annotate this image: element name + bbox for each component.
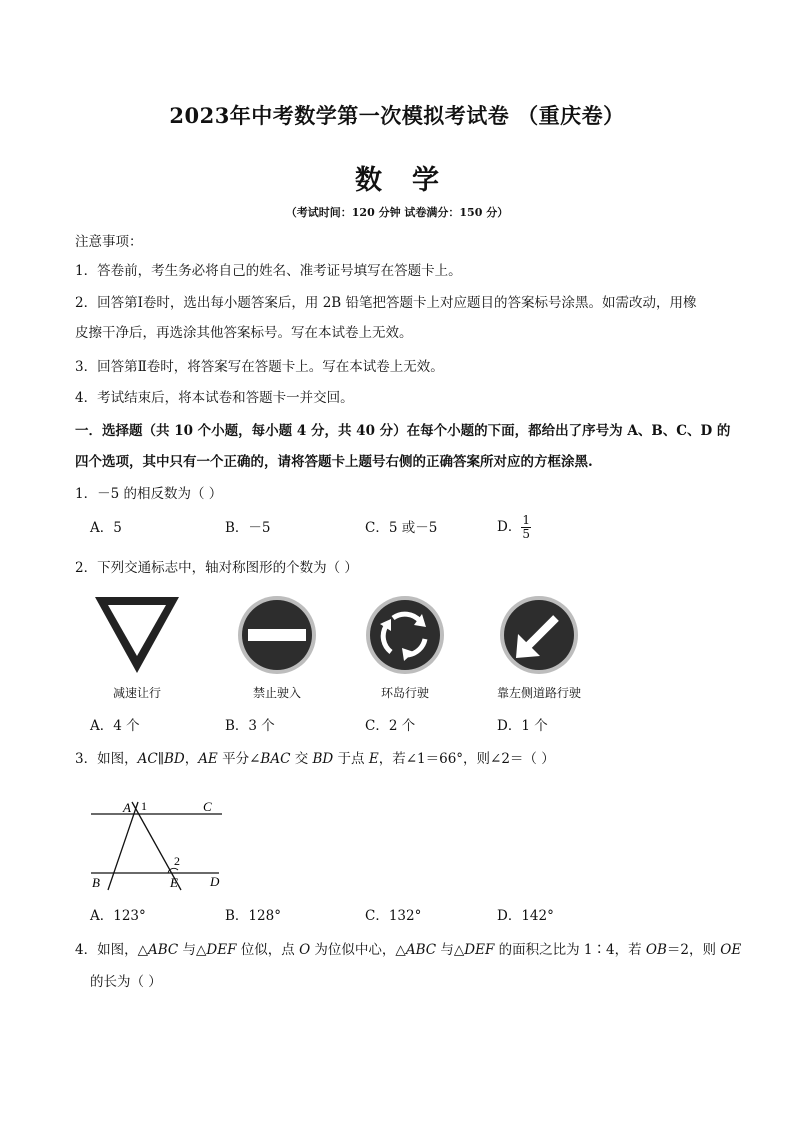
label-angle-2: 2 <box>174 854 180 868</box>
label-c: C <box>203 799 212 814</box>
sign-caption: 减速让行 <box>112 686 161 700</box>
q1-option-a: A．5 <box>90 520 122 536</box>
stem-text: ∥ <box>157 751 164 767</box>
sign-caption: 禁止驶入 <box>252 686 301 700</box>
fraction-numerator: 1 <box>522 513 530 527</box>
note-item: 3．回答第Ⅱ卷时，将答案写在答题卡上。写在本试卷上无效。 <box>75 359 444 375</box>
note-item: 1．答卷前，考生务必将自己的姓名、准考证号填写在答题卡上。 <box>75 263 462 279</box>
stem-text: 3．如图， <box>75 751 138 767</box>
stem-text: ＝2，则 <box>666 942 721 958</box>
stem-text: 4．如图，△ <box>75 942 148 958</box>
question-3-stem <box>75 748 725 770</box>
stem-text: 交 <box>290 751 313 767</box>
label-d: D <box>210 874 220 889</box>
label-angle-1: 1 <box>141 799 147 813</box>
label-a: A <box>123 800 131 815</box>
question-4-stem-cont: 的长为（ ） <box>90 974 162 990</box>
stem-var: O <box>299 942 311 958</box>
stem-var: AC <box>137 751 158 767</box>
fraction-denominator: 5 <box>522 527 530 541</box>
stem-var: BD <box>163 751 185 767</box>
q3-option-d: D．142° <box>497 908 554 924</box>
stem-var: BAC <box>260 751 291 767</box>
sign-caption: 环岛行驶 <box>380 686 429 700</box>
stem-text: 的面积之比为 1∶4，若 <box>494 942 646 958</box>
question-4-stem <box>75 939 742 961</box>
q2-option-d: D．1 个 <box>497 718 548 734</box>
fraction <box>521 514 531 541</box>
question-1-stem: 1．－5 的相反数为（ ） <box>75 486 223 502</box>
no-entry-sign-icon <box>232 594 322 676</box>
sign-caption: 靠左侧道路行驶 <box>496 686 581 700</box>
roundabout-sign-icon <box>360 594 450 676</box>
stem-var: E <box>368 751 379 767</box>
q1-option-c: C．5 或－5 <box>365 520 438 536</box>
page-title: 2023年中考数学第一次模拟考试卷 （重庆卷） <box>169 103 625 128</box>
note-item: 皮擦干净后，再选涂其他答案标号。写在本试卷上无效。 <box>75 325 413 341</box>
stem-var: DEF <box>464 942 495 958</box>
q3-option-b: B．128° <box>225 908 281 924</box>
stem-var: BD <box>312 751 334 767</box>
note-item: 2．回答第Ⅰ卷时，选出每小题答案后，用 2B 铅笔把答题卡上对应题目的答案标号涂黑。如需改动，用橡 <box>75 295 697 311</box>
stem-var: AE <box>198 751 218 767</box>
stem-text: 位似，点 <box>236 942 300 958</box>
q3-option-a: A．123° <box>90 908 146 924</box>
yield-sign-icon <box>92 594 182 676</box>
q3-option-c: C．132° <box>365 908 422 924</box>
stem-var: OE <box>720 942 742 958</box>
stem-text: ， <box>184 751 199 767</box>
stem-text: 平分∠ <box>217 751 261 767</box>
stem-text: 为位似中心，△ <box>310 942 406 958</box>
q2-option-c: C．2 个 <box>365 718 416 734</box>
keep-left-sign-icon <box>494 594 584 676</box>
notes-heading: 注意事项： <box>75 234 143 250</box>
geometry-figure <box>86 790 236 898</box>
line-ab <box>108 802 138 890</box>
question-2-stem: 2．下列交通标志中，轴对称图形的个数为（ ） <box>75 560 358 576</box>
section-heading-cont: 四个选项，其中只有一个正确的，请将答题卡上题号右侧的正确答案所对应的方框涂黑. <box>75 454 593 470</box>
stem-var: ABC <box>147 942 179 958</box>
exam-info: （考试时间：120 分钟 试卷满分：150 分） <box>285 206 509 219</box>
stem-var: ABC <box>405 942 437 958</box>
note-item: 4．考试结束后，将本试卷和答题卡一并交回。 <box>75 390 354 406</box>
q1-option-b: B．－5 <box>225 520 271 536</box>
stem-text: 与△ <box>178 942 207 958</box>
subject-title: 数学 <box>355 165 469 196</box>
label-b: B <box>92 875 100 890</box>
stem-var: DEF <box>206 942 237 958</box>
stem-text: 于点 <box>333 751 369 767</box>
q2-option-a: A．4 个 <box>90 718 140 734</box>
q2-option-b: B．3 个 <box>225 718 275 734</box>
stem-var: OB <box>645 942 667 958</box>
q1-option-d-label: D． <box>497 519 522 535</box>
label-e: E <box>170 875 178 890</box>
stem-text: ，若∠1＝66°，则∠2＝（ ） <box>378 751 555 767</box>
section-heading: 一．选择题（共 10 个小题，每小题 4 分，共 40 分）在每个小题的下面，都给出了序号为 A、B、C、D 的 <box>75 423 731 439</box>
stem-text: 与△ <box>436 942 465 958</box>
q1-option-d <box>497 514 531 541</box>
